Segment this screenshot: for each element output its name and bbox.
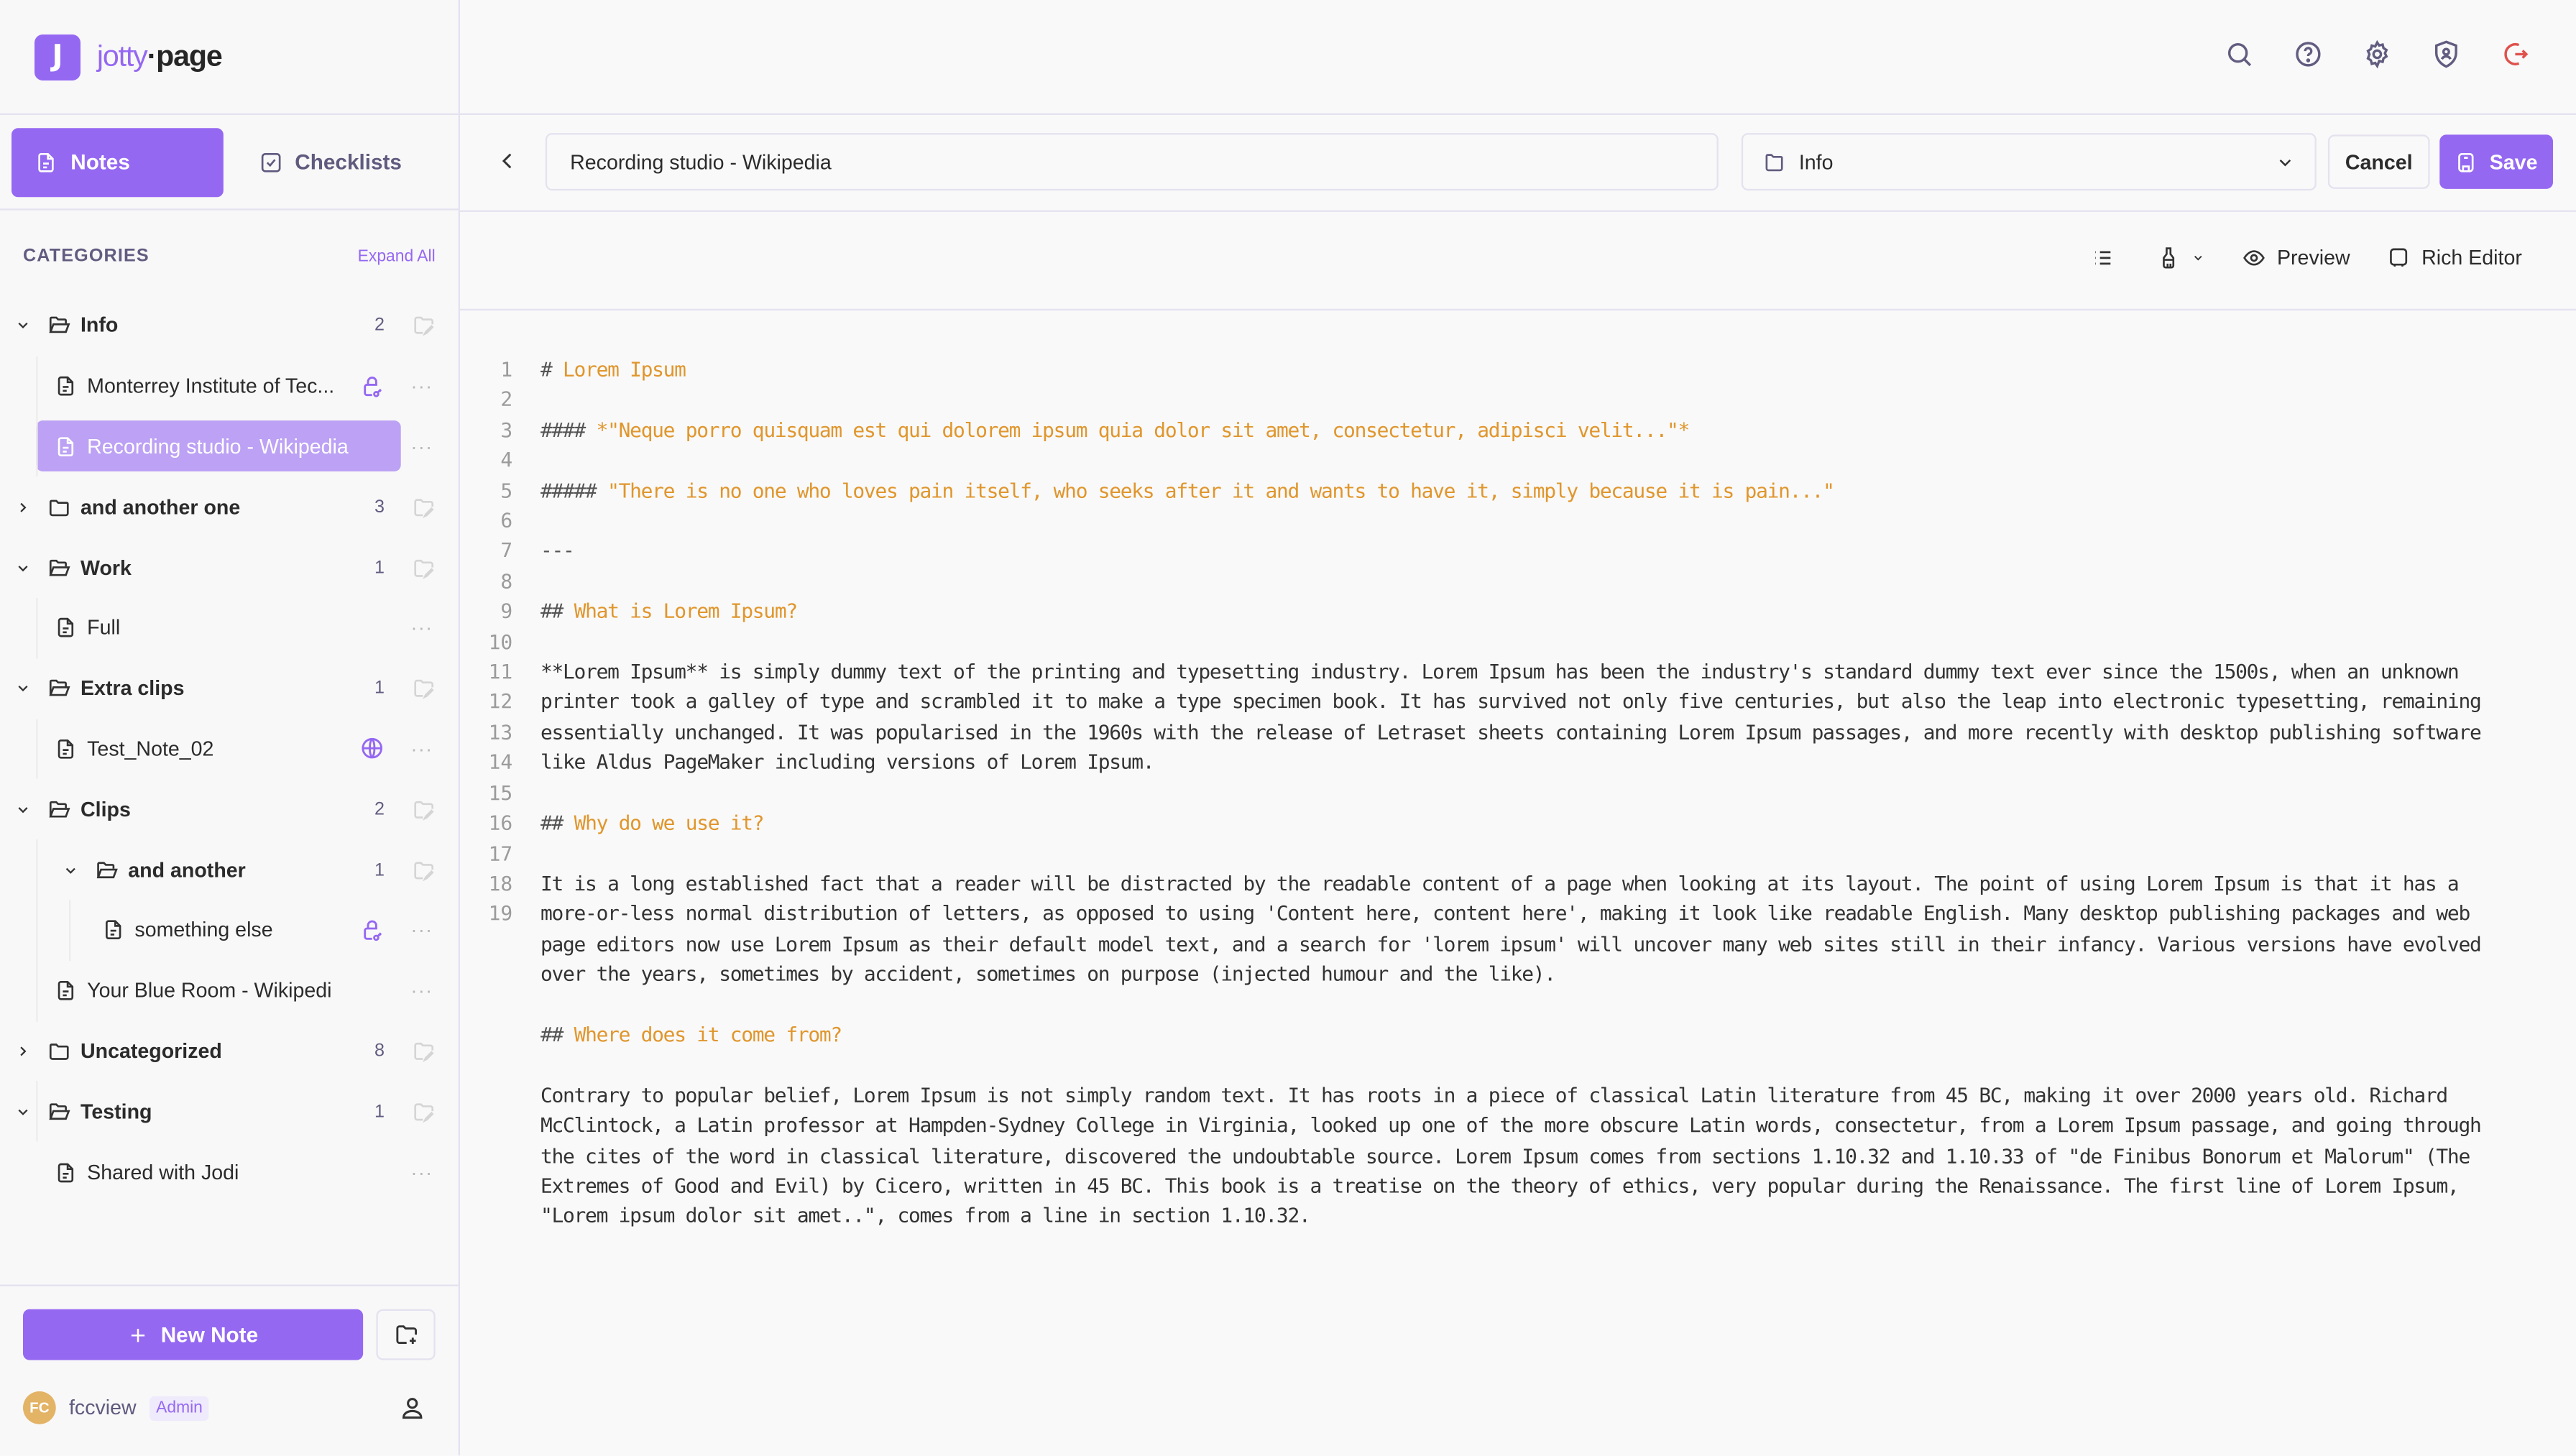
category-select-value: Info — [1798, 150, 1834, 174]
body-text: Contrary to popular belief, Lorem Ipsum is not simply random text. It has roots in a piece of classical Latin literature from 45 BC, making it over 2000 years old. Richard — [540, 1083, 2447, 1107]
tree-guide-line — [36, 598, 37, 658]
line-number: 2 — [500, 388, 513, 412]
line-number: 14 — [488, 751, 513, 775]
editor-line[interactable] — [460, 748, 2576, 778]
tree-guide-line — [36, 1082, 37, 1142]
rich-editor-label: Rich Editor — [2421, 246, 2522, 269]
body-text: "Lorem ipsum dolor sit amet..", comes from a line in section 1.10.32. — [540, 1204, 1310, 1228]
note-icon — [54, 980, 77, 1003]
line-number — [460, 1110, 512, 1141]
preview-label: Preview — [2276, 246, 2350, 269]
line-content — [540, 808, 2520, 839]
cancel-button[interactable]: Cancel — [2328, 134, 2430, 188]
folder-edit-icon[interactable] — [413, 798, 436, 821]
new-note-label: New Note — [160, 1322, 259, 1347]
line-content — [540, 506, 2520, 536]
outline-button[interactable] — [2092, 246, 2115, 269]
note-count: 1 — [374, 860, 385, 880]
editor-line[interactable] — [460, 476, 2576, 506]
body-text: more-or-less normal distribution of letters, as opposed to using 'Content here, content here', making it look like readable English. Many desktop publishing packages and web — [540, 902, 2470, 926]
markdown-marker: #### — [540, 418, 597, 442]
note-count: 8 — [374, 1041, 385, 1061]
category-label: Work — [80, 556, 132, 579]
more-options-icon[interactable]: ··· — [410, 374, 433, 398]
editor-line[interactable] — [460, 506, 2576, 536]
markdown-editor[interactable] — [460, 310, 2576, 1455]
folder-open-icon — [47, 677, 70, 700]
save-label: Save — [2489, 150, 2538, 174]
line-number — [460, 1202, 512, 1232]
note-icon — [34, 150, 58, 173]
editor-line[interactable] — [460, 929, 2576, 959]
line-number: 7 — [500, 539, 513, 563]
line-content — [540, 1202, 2520, 1232]
more-options-icon[interactable]: ··· — [410, 979, 433, 1003]
line-content — [540, 1110, 2520, 1141]
list-icon — [2092, 246, 2115, 269]
mode-tabs — [0, 115, 459, 211]
editor-line[interactable] — [460, 385, 2576, 415]
line-number — [460, 1050, 512, 1080]
editor-line[interactable] — [460, 596, 2576, 627]
category-folder[interactable] — [0, 538, 459, 598]
editor-line[interactable] — [460, 718, 2576, 748]
line-content — [540, 415, 2520, 446]
more-options-icon[interactable]: ··· — [410, 1160, 433, 1184]
line-number: 18 — [488, 872, 513, 895]
more-options-icon[interactable]: ··· — [410, 737, 433, 761]
editor-line[interactable] — [460, 627, 2576, 657]
line-number: 5 — [500, 479, 513, 502]
more-options-icon[interactable]: ··· — [410, 918, 433, 942]
folder-open-icon — [47, 798, 70, 821]
editor-line[interactable] — [460, 1141, 2576, 1171]
lock-key-icon — [360, 918, 385, 942]
category-folder[interactable] — [0, 477, 459, 538]
line-content — [540, 596, 2520, 627]
line-content — [540, 1141, 2520, 1171]
note-count: 3 — [374, 497, 385, 517]
line-content — [540, 748, 2520, 778]
editor-line[interactable] — [460, 839, 2576, 869]
chevron-down-icon — [2191, 252, 2204, 264]
folder-edit-icon[interactable] — [413, 556, 436, 579]
body-text: like Aldus PageMaker including versions of Lorem Ipsum. — [540, 751, 1154, 775]
editor-line[interactable] — [460, 687, 2576, 717]
line-content — [540, 1050, 2520, 1080]
note-item[interactable] — [0, 417, 459, 477]
body-text: essentially unchanged. It was popularised in the 1960s with the release of Letraset sheets containing Lorem Ipsum passages, and more recently with desktop publishing software — [540, 721, 2481, 745]
tab-checklists-label: Checklists — [295, 149, 402, 175]
categories-title: CATEGORIES — [22, 246, 150, 267]
editor-line[interactable] — [460, 1020, 2576, 1050]
category-tree — [0, 295, 459, 1202]
category-label: Info — [80, 314, 119, 338]
body-text: page editors now use Lorem Ipsum as their default model text, and a search for 'lorem ipsum' will uncover many web sites still in their infancy. Various versions have evolved — [540, 932, 2481, 956]
line-content — [540, 476, 2520, 506]
heading-text: *"Neque porro quisquam est qui dolorem ipsum quia dolor sit amet, consectetur, adipisci velit..."* — [596, 418, 1690, 442]
note-icon — [54, 375, 77, 398]
line-number: 10 — [488, 630, 513, 653]
chevron-right-icon[interactable] — [15, 1043, 32, 1059]
folder-edit-icon[interactable] — [413, 858, 436, 881]
note-item[interactable] — [0, 1142, 459, 1202]
line-number: 16 — [488, 811, 513, 835]
note-count: 1 — [374, 1102, 385, 1122]
brand[interactable] — [0, 0, 459, 115]
note-label: Your Blue Room - Wikipedi — [87, 979, 332, 1003]
note-item[interactable] — [0, 356, 459, 417]
lock-key-icon — [360, 374, 385, 398]
note-item[interactable] — [0, 961, 459, 1021]
preview-button[interactable] — [2242, 246, 2350, 269]
line-number: 1 — [500, 358, 513, 382]
editor-line[interactable] — [460, 1202, 2576, 1232]
brand-name — [97, 40, 222, 74]
note-icon — [102, 919, 125, 942]
editor-line[interactable] — [460, 657, 2576, 687]
editor-line[interactable] — [460, 990, 2576, 1020]
markdown-marker: # — [540, 358, 564, 382]
admin-shield-icon[interactable] — [2432, 40, 2461, 69]
tree-guide-line — [36, 356, 37, 477]
tree-guide-line — [69, 900, 70, 961]
chevron-down-icon — [2276, 152, 2295, 171]
tree-guide-line — [36, 839, 37, 1020]
note-label: Monterrey Institute of Tec... — [87, 374, 335, 398]
new-category-button[interactable] — [376, 1309, 435, 1360]
editor-line[interactable] — [460, 1080, 2576, 1110]
settings-icon[interactable] — [2363, 40, 2392, 69]
line-number: 13 — [488, 721, 513, 745]
note-label: Shared with Jodi — [87, 1160, 239, 1184]
body-text: **Lorem Ipsum** is simply dummy text of the printing and typesetting industry. Lorem Ipsum has been the industry's standard dummy text ever since the 1500s, when an unknown — [540, 660, 2459, 683]
heading-text: "There is no one who loves pain itself, who seeks after it and wants to have it, simply because it is pain..." — [607, 479, 1834, 502]
line-number — [460, 929, 512, 959]
note-title-input[interactable] — [546, 133, 1719, 190]
chevron-down-icon[interactable] — [15, 1103, 32, 1120]
category-label: and another — [128, 858, 246, 882]
markdown-marker: ## — [540, 811, 574, 835]
profile-button[interactable] — [399, 1395, 426, 1422]
note-icon — [54, 617, 77, 640]
note-label: Test_Note_02 — [87, 737, 214, 761]
chevron-down-icon[interactable] — [15, 559, 32, 576]
rich-editor-icon — [2387, 246, 2410, 269]
line-number: 15 — [488, 781, 513, 805]
username: fccview — [68, 1396, 137, 1419]
line-content — [540, 1020, 2520, 1050]
eye-icon — [2242, 246, 2266, 269]
line-number: 11 — [488, 660, 513, 683]
expand-all-button[interactable]: Expand All — [357, 246, 436, 266]
body-text: Extremes of Good and Evil) by Cicero, written in 45 BC. This book is a treatise on the theory of ethics, very popular during the Renaissance. The first line of Lorem Ipsum, — [540, 1174, 2459, 1198]
globe-icon — [360, 737, 385, 761]
chevron-down-icon[interactable] — [15, 681, 32, 697]
role-badge: Admin — [150, 1396, 209, 1420]
folder-edit-icon[interactable] — [413, 496, 436, 519]
chevron-down-icon[interactable] — [15, 318, 32, 334]
body-text: It is a long established fact that a reader will be distracted by the readable content of a page when looking at its layout. The point of using Lorem Ipsum is that it has a — [540, 872, 2459, 895]
note-label: Full — [87, 616, 121, 640]
line-content — [540, 355, 2520, 385]
rich-editor-button[interactable] — [2387, 246, 2522, 269]
editor-line[interactable] — [460, 778, 2576, 808]
chevron-down-icon[interactable] — [15, 801, 32, 818]
plus-icon — [128, 1324, 147, 1344]
folder-icon — [47, 1040, 70, 1063]
editor-line[interactable] — [460, 1110, 2576, 1141]
note-label: Recording studio - Wikipedia — [87, 435, 349, 459]
category-folder[interactable] — [0, 1082, 459, 1142]
save-button[interactable] — [2439, 134, 2553, 188]
editor-line[interactable] — [460, 536, 2576, 566]
line-content — [540, 899, 2520, 929]
folder-open-icon — [47, 556, 70, 579]
body-text: the cites of the word in classical literature, discovered the undoubtable source. Lorem Ipsum comes from sections 1.10.32 and 1.10.33 of "de Finibus Bonorum et Malorum" (The — [540, 1144, 2470, 1168]
category-folder[interactable] — [0, 839, 459, 900]
folder-edit-icon[interactable] — [413, 314, 436, 337]
line-content — [540, 718, 2520, 748]
editor-line[interactable] — [460, 959, 2576, 990]
line-number: 12 — [488, 691, 513, 714]
chevron-right-icon[interactable] — [15, 499, 32, 515]
line-content — [540, 687, 2520, 717]
sidebar-footer — [0, 1284, 459, 1455]
note-icon — [54, 436, 77, 459]
category-label: Clips — [80, 798, 131, 821]
line-content — [540, 657, 2520, 687]
markdown-marker: --- — [540, 539, 574, 563]
category-folder[interactable] — [0, 658, 459, 719]
line-content — [540, 1080, 2520, 1110]
line-content — [540, 990, 2520, 1020]
avatar: FC — [23, 1391, 56, 1424]
editor-line[interactable] — [460, 1171, 2576, 1202]
line-content — [540, 959, 2520, 990]
line-number — [460, 959, 512, 990]
note-item[interactable] — [0, 719, 459, 779]
line-number: 4 — [500, 448, 513, 472]
category-label: Uncategorized — [80, 1039, 222, 1063]
brand-name-part1: jotty — [96, 39, 147, 73]
heading-text: Where does it come from? — [574, 1023, 842, 1046]
line-number — [460, 1080, 512, 1110]
user-info — [23, 1391, 209, 1424]
heading-text: Lorem Ipsum — [563, 358, 686, 382]
top-bar — [460, 0, 2576, 115]
editor-toolbar — [460, 212, 2576, 310]
line-number: 17 — [488, 842, 513, 865]
note-count: 1 — [374, 678, 385, 699]
tab-notes-label: Notes — [70, 149, 130, 175]
folder-icon — [47, 496, 70, 519]
line-number — [460, 990, 512, 1020]
markdown-marker: ## — [540, 599, 574, 623]
line-content — [540, 1171, 2520, 1202]
note-edit-bar — [460, 115, 2576, 212]
category-folder[interactable] — [0, 1021, 459, 1082]
editor-line[interactable] — [460, 415, 2576, 446]
line-content — [540, 446, 2520, 476]
line-number: 3 — [500, 418, 513, 442]
note-icon — [54, 1161, 77, 1184]
line-number: 6 — [500, 509, 513, 533]
category-folder[interactable] — [0, 295, 459, 356]
editor-line[interactable] — [460, 566, 2576, 596]
tab-notes[interactable] — [12, 127, 223, 196]
categories-header — [0, 224, 459, 289]
more-options-icon[interactable]: ··· — [410, 435, 433, 459]
folder-edit-icon[interactable] — [413, 677, 436, 700]
line-content — [540, 536, 2520, 566]
sidebar — [0, 0, 460, 1455]
line-number — [460, 1171, 512, 1202]
line-number: 9 — [500, 599, 513, 623]
folder-open-icon — [47, 1100, 70, 1123]
heading-text: What is Lorem Ipsum? — [574, 599, 797, 623]
category-label: and another one — [80, 495, 241, 519]
note-count: 2 — [374, 799, 385, 820]
markdown-marker: ## — [540, 1023, 574, 1046]
line-number — [460, 1141, 512, 1171]
new-note-button[interactable] — [23, 1309, 363, 1360]
line-content — [540, 385, 2520, 415]
editor-line[interactable] — [460, 869, 2576, 899]
top-actions — [2225, 40, 2530, 69]
editor-line[interactable] — [460, 355, 2576, 385]
line-content — [540, 627, 2520, 657]
body-text: over the years, sometimes by accident, sometimes on purpose (injected humour and the like). — [540, 962, 1555, 986]
line-content — [540, 839, 2520, 869]
back-button[interactable] — [496, 149, 519, 172]
more-options-icon[interactable]: ··· — [410, 616, 433, 640]
folder-icon — [1763, 150, 1786, 173]
help-icon[interactable] — [2294, 40, 2323, 69]
editor-line[interactable] — [460, 808, 2576, 839]
tab-checklists[interactable] — [236, 127, 447, 196]
line-number: 8 — [500, 569, 513, 593]
checklist-icon — [259, 150, 282, 173]
brand-name-part2: ·page — [147, 39, 222, 73]
line-content — [540, 929, 2520, 959]
editor-line[interactable] — [460, 446, 2576, 476]
save-icon — [2455, 150, 2478, 173]
user-icon — [399, 1395, 426, 1422]
category-label: Testing — [80, 1100, 152, 1123]
note-count: 1 — [374, 558, 385, 578]
category-label: Extra clips — [80, 677, 185, 701]
editor-line[interactable] — [460, 1050, 2576, 1080]
folder-open-icon — [96, 858, 119, 881]
brand-logo: J — [34, 34, 80, 80]
note-icon — [54, 737, 77, 760]
heading-text: Why do we use it? — [574, 811, 764, 835]
body-text: McClintock, a Latin professor at Hampden-Sydney College in Virginia, looked up one of the more obscure Latin words, consectetur, from a Lorem Ipsum passage, and going through — [540, 1114, 2481, 1138]
note-label: something else — [134, 918, 273, 942]
tree-guide-line — [36, 719, 37, 779]
search-icon[interactable] — [2225, 40, 2254, 69]
folder-open-icon — [47, 314, 70, 337]
line-content — [540, 869, 2520, 899]
folder-plus-icon — [393, 1322, 418, 1347]
note-item[interactable] — [0, 598, 459, 658]
chevron-down-icon[interactable] — [63, 862, 79, 878]
line-number: 19 — [488, 902, 513, 926]
line-number — [460, 1020, 512, 1050]
line-content — [540, 566, 2520, 596]
line-content — [540, 778, 2520, 808]
category-select[interactable] — [1742, 133, 2317, 190]
note-count: 2 — [374, 315, 385, 336]
folder-edit-icon[interactable] — [413, 1040, 436, 1063]
editor-line[interactable] — [460, 899, 2576, 929]
theme-dropdown[interactable] — [2157, 246, 2204, 269]
folder-edit-icon[interactable] — [413, 1100, 436, 1123]
brush-icon — [2157, 246, 2180, 269]
category-folder[interactable] — [0, 779, 459, 839]
logout-icon[interactable] — [2501, 40, 2530, 69]
body-text: printer took a galley of type and scrambled it to make a type specimen book. It has survived not only five centuries, but also the leap into electronic typesetting, remaining — [540, 691, 2481, 714]
markdown-marker: ##### — [540, 479, 608, 502]
